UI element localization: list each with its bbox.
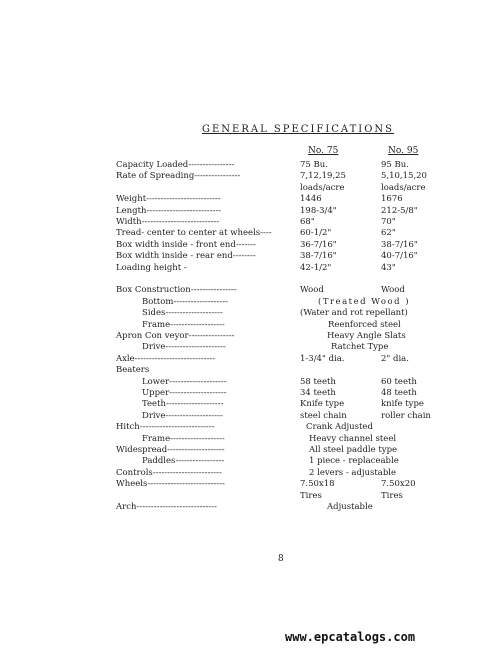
spec-value-both: Crank Adjusted xyxy=(306,422,373,433)
spec-label: Wheels--------------------------- xyxy=(116,479,225,490)
spec-value-no95: Tires xyxy=(381,490,403,501)
spec-label: Paddles----------------- xyxy=(142,456,225,467)
spec-row xyxy=(0,468,481,479)
spec-label: Sides-------------------- xyxy=(142,308,223,319)
spec-label: Frame------------------- xyxy=(142,319,225,330)
spec-value-both: Ratchet Type xyxy=(331,342,389,353)
spec-value-no95: 5,10,15,20 xyxy=(381,171,427,182)
watermark-link[interactable]: www.epcatalogs.com xyxy=(285,630,416,644)
column-header-no95: No. 95 xyxy=(388,146,419,156)
spec-value-no95: 1676 xyxy=(381,194,403,205)
spec-value-no75: 58 teeth xyxy=(300,376,336,387)
spec-value-no75: 198-3/4" xyxy=(300,205,337,216)
spec-label: Length-------------------------- xyxy=(116,205,222,216)
spec-value-no75: 75 Bu. xyxy=(300,160,328,170)
spec-row xyxy=(0,331,481,342)
spec-row xyxy=(0,354,481,365)
spec-label: Box Construction---------------- xyxy=(116,285,237,296)
spec-value-no95: roller chain xyxy=(381,410,431,421)
spec-row xyxy=(0,297,481,308)
spec-label: Box width inside - rear end-------- xyxy=(116,251,256,262)
spec-row xyxy=(0,263,481,274)
spec-label: Lower-------------------- xyxy=(142,376,227,387)
page-number: 8 xyxy=(278,554,284,564)
spec-label: Width--------------------------- xyxy=(116,217,220,227)
spec-row xyxy=(0,422,481,433)
spec-row xyxy=(0,320,481,331)
spec-label: Axle---------------------------- xyxy=(116,353,216,364)
spec-value-no75: 1-3/4" dia. xyxy=(300,353,345,364)
spec-value-both: Adjustable xyxy=(327,502,373,512)
spec-row xyxy=(0,342,481,353)
spec-value-no75: 36-7/16" xyxy=(300,239,337,250)
spec-value-no95: 40-7/16" xyxy=(381,251,418,262)
spec-value-no75: loads/acre xyxy=(300,182,345,193)
spec-value-no95: 212-5/8" xyxy=(381,205,418,216)
spec-value-both: Heavy Angle Slats xyxy=(327,331,406,341)
spec-value-no75: 60-1/2" xyxy=(300,228,332,239)
spec-row xyxy=(0,217,481,228)
spec-label: Widespread-------------------- xyxy=(116,445,225,455)
spec-label: Bottom------------------- xyxy=(142,296,228,307)
spec-value-no75: 42-1/2" xyxy=(300,262,332,273)
spec-row xyxy=(0,434,481,445)
spec-row xyxy=(0,445,481,456)
spec-label: Apron Con veyor---------------- xyxy=(116,331,235,341)
spec-label: Beaters xyxy=(116,365,150,376)
spec-row xyxy=(0,388,481,399)
spec-row xyxy=(0,194,481,205)
spec-value-no75: Knife type xyxy=(300,399,345,410)
spec-label: Weight-------------------------- xyxy=(116,194,221,205)
spec-value-no95: 48 teeth xyxy=(381,388,417,398)
column-header-no75: No. 75 xyxy=(308,146,339,156)
spec-value-no95: 70" xyxy=(381,217,396,227)
spec-value-no75: steel chain xyxy=(300,410,347,421)
spec-label: Arch---------------------------- xyxy=(116,502,217,512)
spec-value-no75: 7.50x18 xyxy=(300,479,335,490)
spec-value-no75: Wood xyxy=(300,285,324,296)
spec-row xyxy=(0,491,481,502)
spec-value-no95: 38-7/16" xyxy=(381,239,418,250)
spec-value-both: Heavy channel steel xyxy=(309,433,397,444)
spec-row xyxy=(0,308,481,319)
spec-value-both: All steel paddle type xyxy=(309,445,398,455)
spec-value-both: (Treated Wood ) xyxy=(318,296,411,307)
spec-value-no95: 2" dia. xyxy=(381,353,409,364)
spec-row xyxy=(0,274,481,285)
spec-row xyxy=(0,183,481,194)
spec-value-no75: 7,12,19,25 xyxy=(300,171,346,182)
spec-label: Drive--------------------- xyxy=(142,342,226,353)
spec-label: Controls------------------------ xyxy=(116,467,222,478)
spec-row xyxy=(0,206,481,217)
spec-value-no75: 1446 xyxy=(300,194,322,205)
spec-label: Upper-------------------- xyxy=(142,388,227,398)
spec-value-no75: 68" xyxy=(300,217,315,227)
spec-label: Box width inside - front end------- xyxy=(116,239,256,250)
spec-value-both: 2 levers - adjustable xyxy=(309,467,397,478)
spec-row xyxy=(0,502,481,513)
spec-label: Frame------------------- xyxy=(142,433,225,444)
spec-label: Hitch-------------------------- xyxy=(116,422,215,433)
spec-label: Capacity Loaded---------------- xyxy=(116,160,235,170)
spec-row xyxy=(0,285,481,296)
spec-value-both: Reenforced steel xyxy=(328,319,401,330)
spec-value-no95: 60 teeth xyxy=(381,376,417,387)
spec-value-no95: 62" xyxy=(381,228,396,239)
spec-row xyxy=(0,411,481,422)
spec-row xyxy=(0,228,481,239)
spec-value-no95: knife type xyxy=(381,399,424,410)
spec-row xyxy=(0,365,481,376)
spec-value-no95: Wood xyxy=(381,285,405,296)
page-title: GENERAL SPECIFICATIONS xyxy=(202,124,395,135)
spec-row xyxy=(0,160,481,171)
spec-value-no75: 38-7/16" xyxy=(300,251,337,262)
spec-label: Rate of Spreading---------------- xyxy=(116,171,241,182)
spec-value-no95: 95 Bu. xyxy=(381,160,409,170)
spec-row xyxy=(0,399,481,410)
spec-label: Tread- center to center at wheels---- xyxy=(116,228,272,239)
spec-row xyxy=(0,171,481,182)
spec-row xyxy=(0,456,481,467)
spec-value-no75: Tires xyxy=(300,490,322,501)
spec-value-no95: 7.50x20 xyxy=(381,479,416,490)
spec-value-no75: 34 teeth xyxy=(300,388,336,398)
spec-value-both: (Water and rot repellant) xyxy=(300,308,408,319)
spec-label: Loading height - xyxy=(116,262,187,273)
spec-label: Drive-------------------- xyxy=(142,410,223,421)
spec-value-no95: loads/acre xyxy=(381,182,426,193)
spec-value-no95: 43" xyxy=(381,262,396,273)
spec-row xyxy=(0,377,481,388)
spec-value-both: 1 piece - replaceable xyxy=(309,456,399,467)
spec-label: Teeth-------------------- xyxy=(142,399,224,410)
spec-row xyxy=(0,251,481,262)
spec-row xyxy=(0,479,481,490)
spec-row xyxy=(0,240,481,251)
